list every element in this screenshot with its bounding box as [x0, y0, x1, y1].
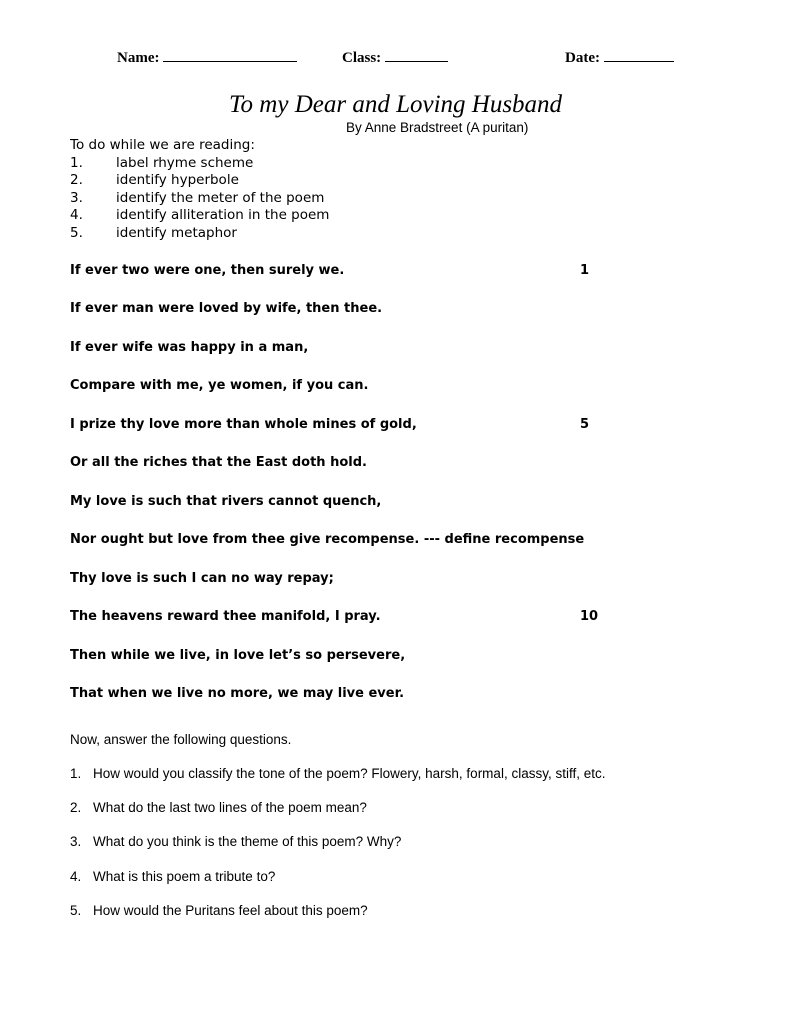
poem-line-text: My love is such that rivers cannot quench, — [70, 494, 382, 509]
todo-section — [70, 137, 329, 242]
poem-line — [70, 532, 584, 552]
poem-line-text: Then while we live, in love let’s so persevere, — [70, 648, 406, 663]
poem-line — [70, 455, 367, 475]
todo-item-number: 3. — [70, 189, 83, 206]
todo-item-text: identify hyperbole — [116, 172, 239, 188]
todo-item-number: 5. — [70, 224, 83, 241]
todo-item — [70, 172, 329, 190]
question-text: How would you classify the tone of the poem? Flowery, harsh, formal, classy, stiff, etc. — [93, 766, 606, 781]
poem-line — [70, 301, 382, 321]
class-field[interactable] — [342, 46, 448, 67]
poem-line-text: If ever wife was happy in a man, — [70, 340, 309, 355]
poem-line-text: Nor ought but love from thee give recompense. --- define recompense — [70, 532, 585, 547]
question-number: 3. — [70, 834, 82, 849]
todo-list — [70, 155, 329, 243]
poem-line — [70, 571, 334, 591]
poem-line-number: 1 — [580, 263, 590, 278]
poem-byline: By Anne Bradstreet (A puritan) — [346, 120, 529, 135]
question-number: 4. — [70, 869, 82, 884]
date-label: Date: — [565, 50, 600, 66]
question-text: What do you think is the theme of this poem? Why? — [93, 834, 402, 849]
poem-line — [70, 686, 404, 706]
poem-line-text: If ever man were loved by wife, then thee. — [70, 301, 383, 316]
question-text: What do the last two lines of the poem mean? — [93, 800, 367, 815]
poem-line-text: Compare with me, ye women, if you can. — [70, 378, 369, 393]
question-item — [70, 766, 605, 781]
poem-line-text: If ever two were one, then surely we. — [70, 263, 345, 278]
questions-heading: Now, answer the following questions. — [70, 732, 292, 747]
question-item — [70, 834, 401, 849]
poem-line-text: Thy love is such I can no way repay; — [70, 571, 334, 586]
todo-item — [70, 207, 329, 225]
question-item — [70, 800, 367, 815]
poem-line — [70, 340, 308, 360]
name-blank[interactable] — [163, 46, 297, 62]
poem-line-text: Or all the riches that the East doth hold. — [70, 455, 367, 470]
date-field[interactable] — [565, 46, 674, 67]
question-item — [70, 903, 368, 918]
todo-item-text: identify alliteration in the poem — [116, 207, 330, 223]
poem-line-text: The heavens reward thee manifold, I pray. — [70, 609, 381, 624]
poem-line-text: That when we live no more, we may live ever. — [70, 686, 405, 701]
poem-title: To my Dear and Loving Husband — [228, 91, 563, 118]
question-number: 5. — [70, 903, 82, 918]
question-text: What is this poem a tribute to? — [93, 869, 276, 884]
todo-item — [70, 225, 329, 243]
poem-line-number: 10 — [580, 609, 599, 624]
question-item — [70, 869, 275, 884]
class-label: Class: — [342, 50, 382, 66]
todo-item-text: identify the meter of the poem — [116, 189, 325, 206]
todo-item-text: label rhyme scheme — [116, 154, 254, 171]
todo-item — [70, 190, 329, 208]
date-blank[interactable] — [604, 46, 674, 62]
worksheet-header — [0, 46, 791, 68]
todo-item-number: 2. — [70, 172, 83, 188]
poem-line-text: I prize thy love more than whole mines of gold, — [70, 417, 417, 432]
question-number: 2. — [70, 800, 82, 815]
name-label: Name: — [117, 50, 160, 66]
question-number: 1. — [70, 766, 82, 781]
todo-heading: To do while we are reading: — [70, 137, 255, 153]
poem-line — [70, 494, 381, 514]
poem-line — [70, 263, 590, 283]
poem-line — [70, 648, 405, 668]
poem-line — [70, 609, 599, 629]
class-blank[interactable] — [385, 46, 448, 62]
poem-line — [70, 417, 590, 437]
todo-item-text: identify metaphor — [116, 224, 237, 241]
question-text: How would the Puritans feel about this poem? — [93, 903, 368, 918]
todo-item-number: 1. — [70, 154, 83, 171]
poem-line-number: 5 — [580, 417, 590, 432]
todo-item-number: 4. — [70, 207, 83, 223]
todo-item — [70, 155, 329, 173]
poem-line — [70, 378, 368, 398]
name-field[interactable] — [117, 46, 297, 67]
